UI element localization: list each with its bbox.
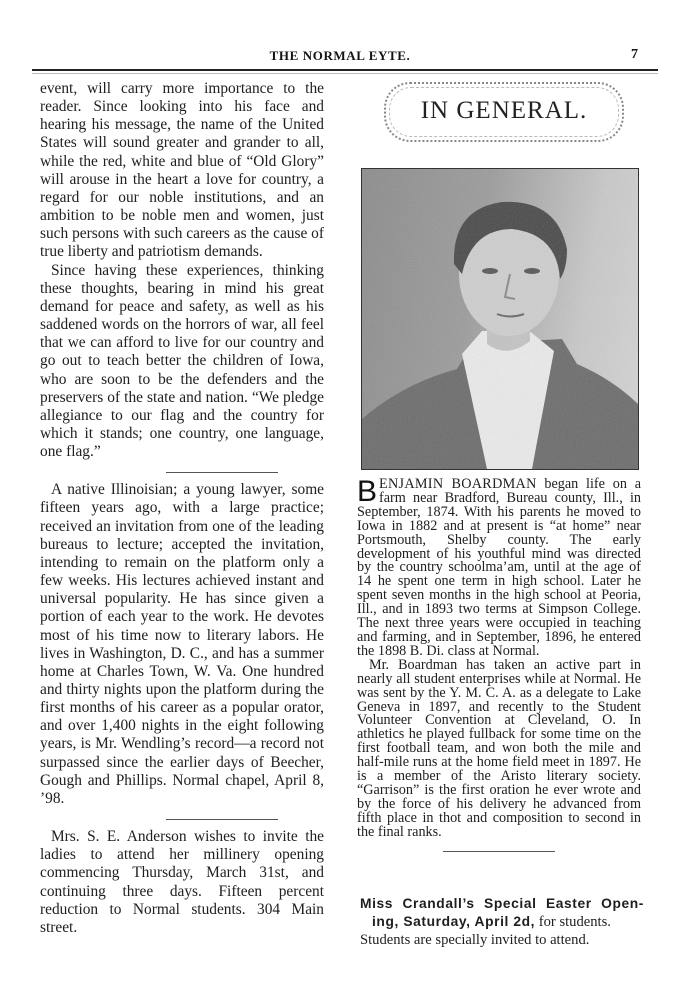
notice-text: for students. xyxy=(535,914,611,930)
right-column xyxy=(357,475,641,864)
notice-headline: Miss Crandall’s Special Easter Open- xyxy=(360,896,644,911)
article-paragraph: Since having these experiences, thinking these thoughts, bearing in mind his great demand for peace and safety, as well as his saddened words on the horrors of war, all feel that we can afford to live for our country and go out to teach better the children of Iowa, who are soon to be the defenders and the preservers of the state and nation. “We pledge allegiance to our flag and the country for which it stands; one country, one language, one flag.” xyxy=(40,261,324,461)
header-rule-thin xyxy=(32,73,658,74)
section-divider xyxy=(166,472,278,473)
drop-cap: B xyxy=(357,475,378,508)
biography-paragraph xyxy=(357,475,641,659)
easter-opening-notice xyxy=(360,895,644,949)
portrait-figure-icon xyxy=(362,169,638,469)
section-divider xyxy=(166,819,278,820)
notice-text: Students are specially invited to attend. xyxy=(360,932,590,948)
page-number: 7 xyxy=(631,47,638,62)
section-heading-ornament xyxy=(384,82,624,142)
publication-title: THE NORMAL EYTE. xyxy=(269,48,411,63)
header-rule xyxy=(32,69,658,71)
biography-paragraph: Mr. Boardman has taken an active part in nearly all student enterprises while at Normal. He was sent by the Y. M. C. A. as a delegate to Lake Geneva in 1897, and recently to the Student Volunteer Convention at Cleveland, O. In athletics he played fullback for some time on the first football team, and won both the mile and half-mile runs at the home field meet in 1897. He is a member of the Aristo literary society. “Garrison” is the first oration he ever wrote and by the force of his delivery he advanced from fifth place in thot and composition to second in the final ranks. xyxy=(357,656,641,840)
running-head xyxy=(0,48,680,64)
notice-paragraph: Mrs. S. E. Anderson wishes to invite the ladies to attend her millinery opening commencing Thursday, March 31st, and continuing three days. Fifteen percent reduction to Normal students. 304 Main street. xyxy=(40,828,324,936)
section-heading: IN GENERAL. xyxy=(420,97,588,124)
notice-headline-cont: ing, Saturday, April 2d, xyxy=(372,914,536,929)
biography-text: began life on a farm near Bradford, Bureau county, Ill., in September, 1874. With his parents he moved to Iowa in 1882 and at present is “at home” near Portsmouth, Shelby county. The early development of his youthful mind was directed by the country schoolma’am, until at the age of 14 he spent one term in high school. Later he spent seven months in the high school at Peoria, Ill., and in 1893 two terms at Simpson College. The next three years were occupied in teaching and farming, and in September, 1896, he entered the 1898 B. Di. class at Normal. xyxy=(357,476,641,659)
left-column xyxy=(40,80,324,937)
portrait-photo xyxy=(361,168,639,470)
section-divider xyxy=(443,851,555,852)
article-paragraph: event, will carry more importance to the reader. Since looking into his face and hearing his message, the name of the United States will sound greater and grander to all, while the red, white and blue of “Old Glory” will arouse in the heart a love for country, a regard for our noble institutions, and an ambition to be noble men and women, just such persons with such careers as the cause of true liberty and patriotism demands. xyxy=(40,80,324,261)
notice-line xyxy=(360,913,644,931)
article-paragraph: A native Illinoisian; a young lawyer, some fifteen years ago, with a large practice; received an invitation from one of the leading bureaus to lecture; accepted the invitation, intending to remain on the platform only a few weeks. His lectures achieved instant and universal popularity. He has since given a portion of each year to the work. He devotes most of his time now to literary labors. He lives in Washington, D. C., and has a summer home at Charles Town, W. Va. One hundred and thirty nights upon the platform during the first months of his career as a popular orator, and over 1,400 nights in the eight following years, is Mr. Wendling’s record—a record not surpassed since the earlier days of Beecher, Gough and Phillips. Normal chapel, April 8, ’98. xyxy=(40,481,324,807)
subject-name: ENJAMIN BOARDMAN xyxy=(379,476,537,492)
